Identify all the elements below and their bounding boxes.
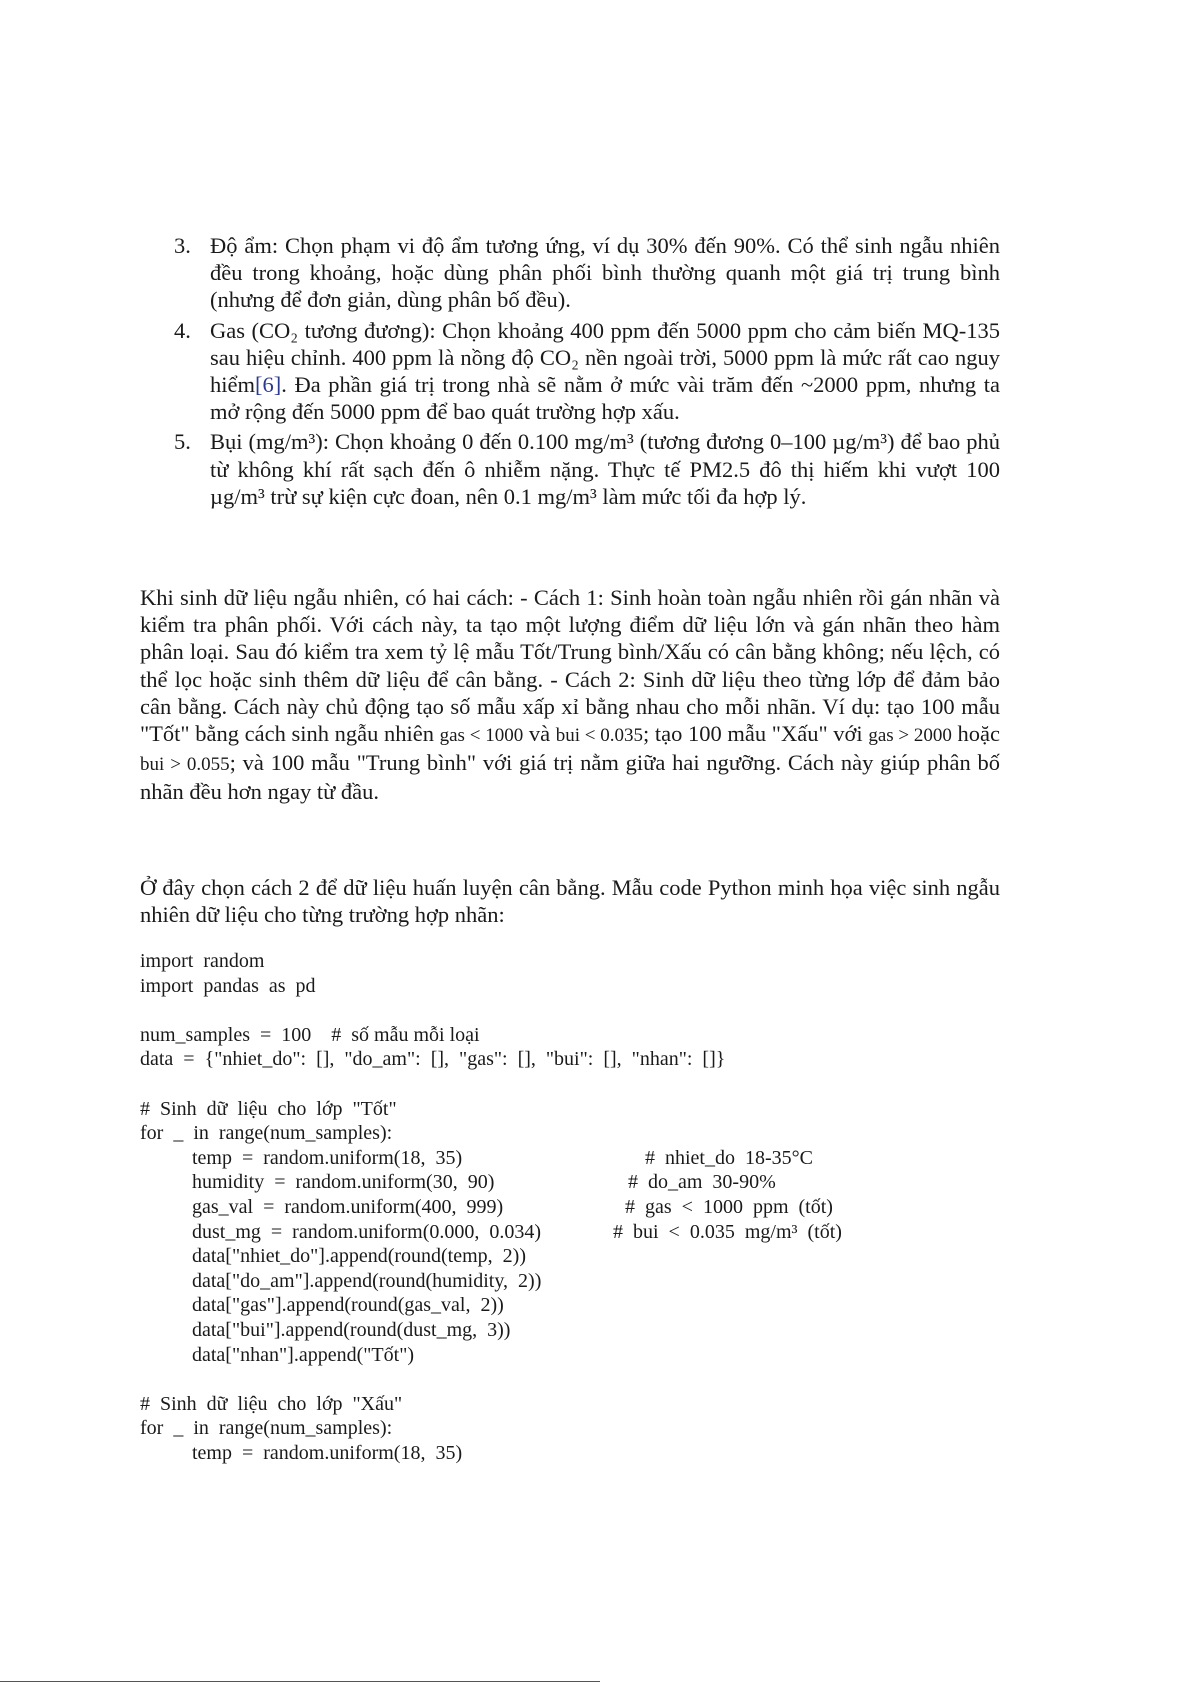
paragraph-text: và — [523, 721, 556, 747]
code-statement: temp = random.uniform(18, 35) — [192, 1146, 463, 1169]
paragraph-text: hoặc — [951, 721, 1001, 747]
list-item-text: . Đa phần giá trị trong nhà sẽ nằm ở mức vài trăm đến ~2000 ppm, nhưng ta mở rộng đến 5000 ppm để bao quát trường hợp xấu. — [210, 372, 1000, 425]
paragraph-text: ; và 100 mẫu "Trung bình" với giá trị nằm giữa hai ngưỡng. Cách này giúp phân bố nhãn đều hơn ngay từ đầu. — [140, 750, 1000, 805]
code-line: num_samples = 100 # số mẫu mỗi loại — [140, 1023, 480, 1046]
code-blank-line — [140, 1072, 1040, 1097]
inline-code: bui < 0.035 — [555, 725, 643, 747]
code-line: for _ in range(num_samples): — [140, 1417, 393, 1440]
inline-code: gas < 1000 — [439, 725, 524, 747]
code-block — [140, 949, 1040, 1465]
code-line: data["bui"].append(round(dust_mg, 3)) — [192, 1318, 511, 1341]
code-statement: humidity = random.uniform(30, 90) — [192, 1171, 495, 1194]
code-line: import pandas as pd — [140, 974, 316, 997]
page-bottom-rule — [0, 1681, 600, 1682]
code-line — [140, 1220, 1040, 1245]
code-line: data["do_am"].append(round(humidity, 2)) — [192, 1269, 542, 1292]
list-item — [140, 232, 1000, 314]
code-line: temp = random.uniform(18, 35) — [192, 1441, 463, 1464]
code-line: data = {"nhiet_do": [], "do_am": [], "gas": [], "bui": [], "nhan": []} — [140, 1048, 726, 1071]
code-comment: # gas < 1000 ppm (tốt) — [625, 1195, 833, 1218]
code-comment-line: # Sinh dữ liệu cho lớp "Tốt" — [140, 1097, 397, 1120]
list-number: 4. — [174, 317, 191, 343]
code-line — [140, 1195, 1040, 1220]
code-line: data["nhan"].append("Tốt") — [192, 1343, 415, 1366]
list-number: 5. — [174, 429, 191, 455]
code-line: import random — [140, 950, 265, 972]
paragraph-text: Khi sinh dữ liệu ngẫu nhiên, có hai cách: - Cách 1: Sinh hoàn toàn ngẫu nhiên rồi gán nhãn và kiểm tra phân phối. Với cách này, ta tạo một lượng điểm dữ liệu lớn và gán nhãn theo hàm phân loại. Sau đó kiểm tra xem tỷ lệ mẫu Tốt/Trung bình/Xấu có cân bằng không; nếu lệch, có thể lọc hoặc sinh thêm dữ liệu để cân bằng. - Cách 2: Sinh dữ liệu theo từng lớp để đảm bảo cân bằng. Cách này chủ động tạo số mẫu xấp xỉ bằng nhau cho mỗi nhãn. Ví dụ: tạo 100 mẫu "Tốt" bằng cách sinh ngẫu nhiên — [140, 585, 1000, 747]
code-comment: # nhiet_do 18-35°C — [645, 1146, 813, 1169]
code-comment: # bui < 0.035 mg/m³ (tốt) — [613, 1220, 842, 1243]
code-comment: # do_am 30-90% — [628, 1171, 776, 1194]
list-number: 3. — [174, 233, 191, 258]
paragraph-text: ; tạo 100 mẫu "Xấu" với — [643, 721, 869, 747]
code-line: for _ in range(num_samples): — [140, 1122, 393, 1145]
numbered-list — [140, 232, 1000, 513]
code-statement: dust_mg = random.uniform(0.000, 0.034) — [192, 1220, 542, 1243]
paragraph-choice: Ở đây chọn cách 2 để dữ liệu huấn luyện cân bằng. Mẫu code Python minh họa việc sinh ngẫu nhiên dữ liệu cho từng trường hợp nhãn: — [140, 875, 1000, 928]
list-item-text: Gas (CO₂ tương đương): Chọn khoảng 400 ppm đến 5000 ppm cho cảm biến MQ-135 sau hiệu chỉnh. 400 ppm là nồng độ CO₂ nền ngoài trời, 5000 ppm là mức rất cao nguy hiểm — [210, 317, 1000, 398]
code-blank-line — [140, 998, 1040, 1023]
code-comment-line: # Sinh dữ liệu cho lớp "Xấu" — [140, 1392, 403, 1415]
paragraph-methods — [140, 584, 1000, 806]
code-line — [140, 1170, 1040, 1195]
citation-link[interactable]: [6] — [255, 372, 282, 398]
list-item — [140, 317, 1000, 426]
code-line: data["nhiet_do"].append(round(temp, 2)) — [192, 1245, 526, 1268]
code-blank-line — [140, 1367, 1040, 1392]
code-line — [140, 1146, 1040, 1171]
code-statement: gas_val = random.uniform(400, 999) — [192, 1195, 504, 1218]
inline-code: gas > 2000 — [868, 725, 952, 747]
inline-code: bui > 0.055 — [140, 754, 230, 776]
code-line: data["gas"].append(round(gas_val, 2)) — [192, 1294, 504, 1317]
list-item-text: Bụi (mg/m³): Chọn khoảng 0 đến 0.100 mg/m³ (tương đương 0–100 µg/m³) để bao phủ từ không khí rất sạch đến ô nhiễm nặng. Thực tế PM2.5 đô thị hiếm khi vượt 100 µg/m³ trừ sự kiện cực đoan, nên 0.1 mg/m³ làm mức tối đa hợp lý. — [210, 429, 1000, 509]
list-item — [140, 428, 1000, 510]
list-item-text: Độ ẩm: Chọn phạm vi độ ẩm tương ứng, ví dụ 30% đến 90%. Có thể sinh ngẫu nhiên đều trong khoảng, hoặc dùng phân phối bình thường quanh một giá trị trung bình (nhưng để đơn giản, dùng phân bố đều). — [210, 233, 1000, 313]
